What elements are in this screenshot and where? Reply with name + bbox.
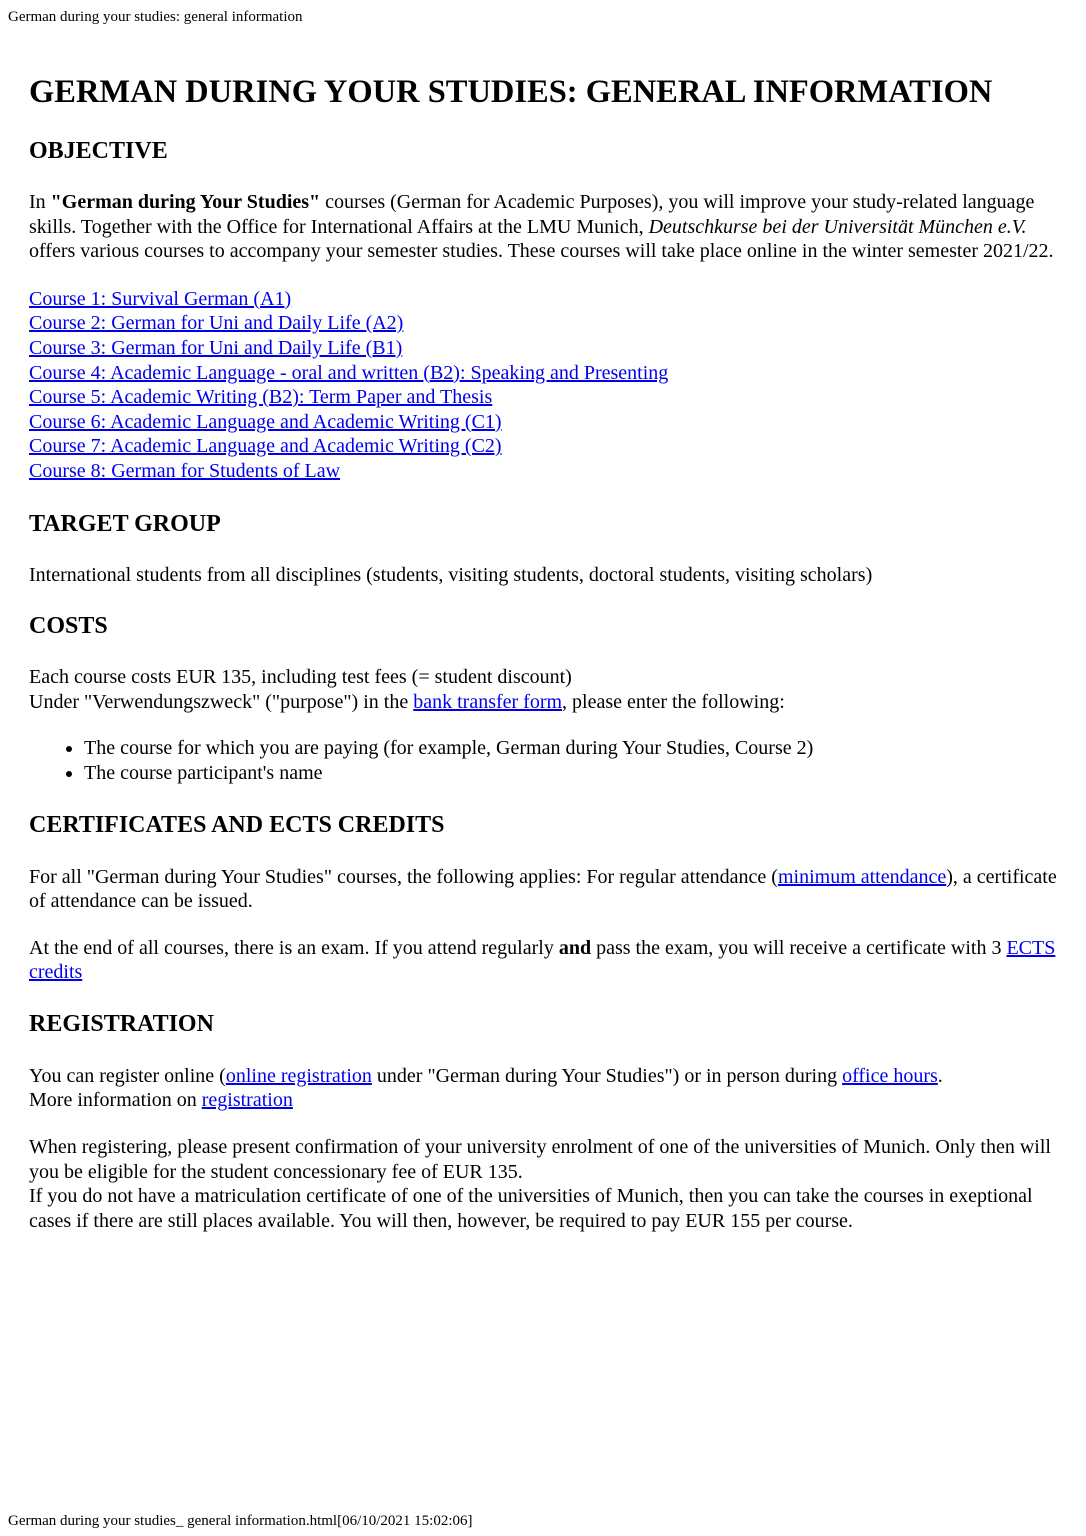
print-footer: German during your studies_ general information.html[06/10/2021 15:02:06]	[8, 1513, 473, 1529]
cert-p2-mid: pass the exam, you will receive a certificate with 3	[591, 936, 1007, 959]
reg-p1-end: .	[937, 1064, 943, 1087]
reg-more-info: More information on	[29, 1089, 202, 1112]
objective-mid: courses (German for Academic Purposes), you will improve your study-related language skills. Together with the Office for International Affairs at the LMU Munich,	[29, 191, 1035, 238]
objective-paragraph	[29, 190, 1059, 264]
registration-paragraph-1	[29, 1064, 1059, 1113]
bank-transfer-form-link[interactable]: bank transfer form	[413, 690, 563, 713]
objective-in: In	[29, 191, 51, 213]
costs-line-2-start: Under "Verwendungszweck" ("purpose") in the	[29, 690, 414, 713]
minimum-attendance-link[interactable]: minimum attendance	[777, 865, 947, 888]
print-header: German during your studies: general information	[8, 9, 303, 25]
costs-bullet-2: • The course participant's name	[84, 761, 1059, 786]
course-link-4[interactable]: Course 4: Academic Language - oral and written (B2): Speaking and Presenting	[29, 361, 669, 384]
cert-p1-end: ), a certificate of attendance can be issued.	[29, 865, 1057, 913]
objective-course-name: "German during Your Studies"	[50, 191, 321, 213]
cert-p1-start: For all "German during Your Studies" courses, the following applies: For regular attendance (	[29, 865, 778, 888]
heading-target-group: TARGET GROUP	[29, 510, 221, 537]
costs-bullet-1: • The course for which you are paying (for example, German during Your Studies, Course 2)	[84, 736, 1059, 761]
course-link-1[interactable]: Course 1: Survival German (A1)	[29, 287, 292, 310]
heading-objective: OBJECTIVE	[29, 138, 168, 164]
heading-registration: REGISTRATION	[29, 1010, 214, 1037]
costs-bullet-list	[29, 736, 1059, 785]
registration-link[interactable]: registration	[201, 1089, 293, 1112]
costs-line-1: Each course costs EUR 135, including test fees (= student discount)	[29, 666, 572, 689]
costs-paragraph	[29, 665, 1059, 714]
reg-p1-start: You can register online (	[29, 1064, 226, 1087]
course-link-5[interactable]: Course 5: Academic Writing (B2): Term Paper and Thesis	[29, 386, 493, 409]
course-link-2[interactable]: Course 2: German for Uni and Daily Life (A2)	[29, 312, 404, 335]
objective-org-name: Deutschkurse bei der Universität München e.V.	[648, 215, 1027, 238]
course-link-6[interactable]: Course 6: Academic Language and Academic Writing (C1)	[29, 410, 502, 433]
course-link-3[interactable]: Course 3: German for Uni and Daily Life (B1)	[29, 336, 403, 359]
heading-certificates: CERTIFICATES AND ECTS CREDITS	[29, 811, 445, 838]
reg-p2-line-1: When registering, please present confirmation of your university enrolment of one of the universities of Munich. Only then will you be eligible for the student concessionary fee of EUR 135.	[29, 1136, 1051, 1183]
course-list	[29, 287, 1059, 484]
heading-costs: COSTS	[29, 613, 108, 640]
costs-line-2-end: , please enter the following:	[562, 690, 785, 713]
reg-p2-line-2: If you do not have a matriculation certificate of one of the universities of Munich, then you can take the courses in exeptional cases if there are still places available. You will then, however, be required to pay EUR 155 per course.	[29, 1185, 1033, 1232]
page-title: GERMAN DURING YOUR STUDIES: GENERAL INFORMATION	[29, 74, 993, 110]
target-group-text: International students from all disciplines (students, visiting students, doctoral students, visiting scholars)	[29, 563, 873, 586]
objective-end: offers various courses to accompany your semester studies. These courses will take place online in the winter semester 2021/22.	[29, 240, 1054, 263]
cert-p2-bold: and	[558, 936, 592, 959]
certificates-paragraph-2	[29, 936, 1059, 985]
cert-p2-start: At the end of all courses, there is an exam. If you attend regularly	[29, 936, 559, 959]
office-hours-link[interactable]: office hours	[842, 1064, 938, 1087]
ects-credits-link[interactable]: ECTS credits	[29, 936, 1056, 984]
reg-p1-mid: under "German during Your Studies") or in person during	[371, 1064, 843, 1087]
online-registration-link[interactable]: online registration	[225, 1064, 372, 1087]
course-link-8[interactable]: Course 8: German for Students of Law	[29, 459, 341, 482]
registration-paragraph-2	[29, 1135, 1059, 1233]
certificates-paragraph-1	[29, 865, 1059, 914]
main-content	[29, 72, 1059, 1233]
course-link-7[interactable]: Course 7: Academic Language and Academic Writing (C2)	[29, 435, 502, 458]
